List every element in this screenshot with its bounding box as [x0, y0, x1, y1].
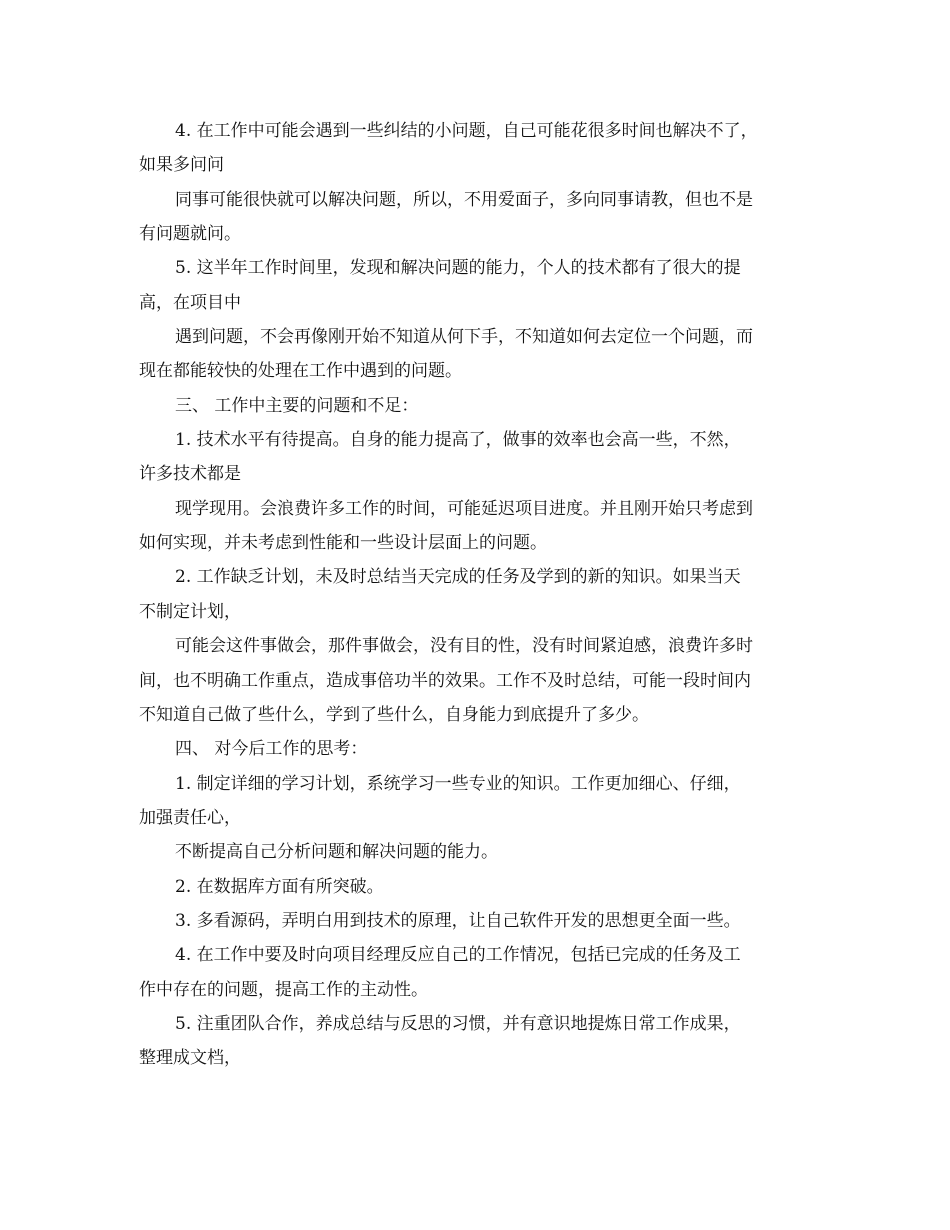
text-line: 四、 对今后工作的思考： [175, 739, 368, 760]
text-line: 现学现用。会浪费许多工作的时间，可能延迟项目进度。并且刚开始只考虑到 [175, 498, 753, 519]
text-line: 可能会这件事做会，那件事做会，没有目的性，没有时间紧迫感，浪费许多时 [175, 636, 753, 657]
text-line: 1. 制定详细的学习计划，系统学习一些专业的知识。工作更加细心、仔细， [175, 773, 741, 794]
text-line: 有问题就问。 [139, 224, 241, 245]
text-line: 3. 多看源码，弄明白用到技术的原理，让自己软件开发的思想更全面一些。 [175, 910, 741, 931]
text-line: 1. 技术水平有待提高。自身的能力提高了，做事的效率也会高一些，不然， [175, 430, 741, 451]
text-line: 4. 在工作中要及时向项目经理反应自己的工作情况，包括已完成的任务及工 [175, 945, 741, 966]
text-line: 5. 注重团队合作，养成总结与反思的习惯，并有意识地提炼日常工作成果， [175, 1013, 741, 1034]
text-line: 高，在项目中 [139, 292, 241, 313]
text-line: 不知道自己做了些什么，学到了些什么，自身能力到底提升了多少。 [139, 704, 649, 725]
text-line: 4. 在工作中可能会遇到一些纠结的小问题，自己可能花很多时间也解决不了， [175, 121, 758, 141]
text-line: 整理成文档， [139, 1048, 241, 1069]
text-line: 5. 这半年工作时间里，发现和解决问题的能力，个人的技术都有了很大的提 [175, 258, 741, 279]
text-line: 现在都能较快的处理在工作中遇到的问题。 [139, 361, 462, 382]
text-line: 作中存在的问题，提高工作的主动性。 [139, 979, 428, 1000]
text-line: 加强责任心， [139, 807, 241, 828]
text-line: 三、 工作中主要的问题和不足： [175, 395, 419, 416]
text-line: 许多技术都是 [139, 464, 241, 485]
text-line: 不断提高自己分析问题和解决问题的能力。 [175, 842, 498, 863]
text-line: 2. 在数据库方面有所突破。 [175, 876, 384, 897]
document-body [139, 114, 829, 1076]
text-line: 间，也不明确工作重点，造成事倍功半的效果。工作不及时总结，可能一段时间内 [139, 670, 751, 691]
text-line: 不制定计划， [139, 601, 241, 622]
text-line: 同事可能很快就可以解决问题，所以，不用爱面子，多向同事请教，但也不是 [175, 189, 753, 210]
text-line: 如果多问问 [139, 155, 224, 176]
text-line: 遇到问题，不会再像刚开始不知道从何下手，不知道如何去定位一个问题，而 [175, 327, 753, 348]
text-line: 2. 工作缺乏计划，未及时总结当天完成的任务及学到的新的知识。如果当天 [175, 567, 741, 588]
text-line: 如何实现，并未考虑到性能和一些设计层面上的问题。 [139, 533, 547, 554]
